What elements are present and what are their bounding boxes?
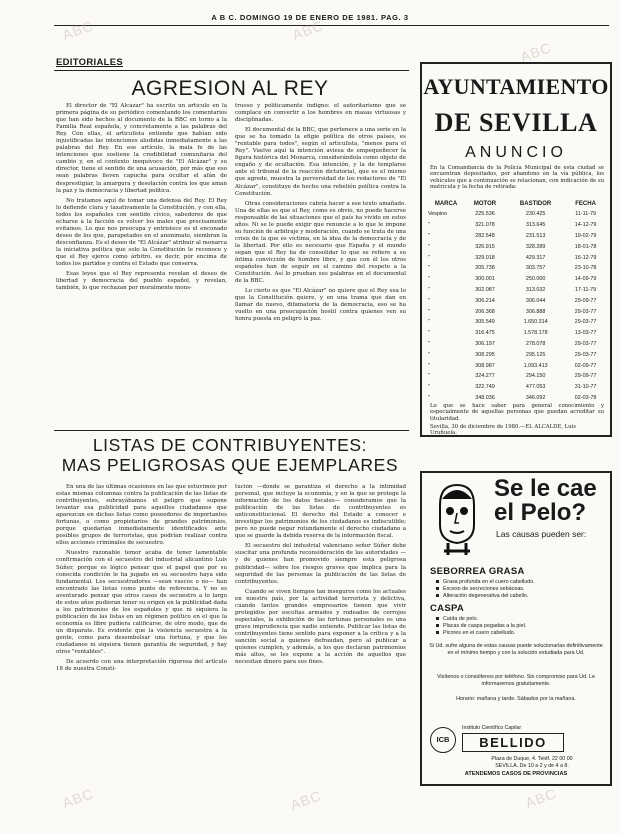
article-title: AGRESION AL REY bbox=[131, 77, 329, 100]
table-cell: 306.044 bbox=[525, 297, 546, 304]
table-cell: 225.536 bbox=[475, 211, 495, 218]
section-label: EDITORIALES bbox=[56, 57, 123, 68]
table-row bbox=[428, 285, 606, 296]
watermark: ABC bbox=[290, 17, 326, 43]
notice-city: DE SEVILLA bbox=[434, 108, 598, 137]
table-row bbox=[428, 263, 606, 274]
caspa-title: CASPA bbox=[430, 603, 465, 614]
table-cell: 300.001 bbox=[475, 276, 495, 283]
table-cell: " bbox=[428, 351, 430, 358]
list-item: Caída de pelo. bbox=[436, 616, 602, 623]
table-cell: " bbox=[428, 297, 430, 304]
table-cell: Vespino bbox=[428, 211, 448, 218]
table-row bbox=[428, 209, 606, 220]
table-cell: " bbox=[428, 384, 430, 391]
table-cell: " bbox=[428, 319, 430, 326]
ad-visit: Visítenos o consúltenos por teléfono. Sin compromiso para Ud. Le informaremos gratuitamente. bbox=[436, 674, 596, 687]
table-cell: 306.214 bbox=[475, 297, 495, 304]
table-row bbox=[428, 371, 606, 382]
table-cell: 29-09-77 bbox=[574, 297, 597, 304]
table-cell: 329.018 bbox=[475, 254, 495, 261]
table-cell: 18-01-78 bbox=[574, 243, 597, 250]
table-row bbox=[428, 393, 606, 404]
table-cell: 31-10-77 bbox=[574, 384, 597, 391]
table-cell: " bbox=[428, 362, 430, 369]
table-cell: 16-12-79 bbox=[574, 254, 597, 261]
table-row bbox=[428, 382, 606, 393]
table-row bbox=[428, 241, 606, 252]
table-header: MARCA bbox=[434, 201, 458, 207]
table-header: MOTOR bbox=[473, 201, 497, 207]
list-item: Placas de caspa pegadas a la piel. bbox=[436, 623, 602, 630]
table-cell: 313.032 bbox=[525, 286, 546, 293]
table-cell: 294.150 bbox=[525, 373, 546, 380]
paragraph: tución —donde se garantiza el derecho a la intimidad personal, que incluye la economía, y en la que se protege la información de los datos fiscales— consideramos que la publicación de las listas de contribuyentes es anticonstitucional. El derecho del Estado a conocer e investigar los patrimonios de los ciudadanos es indiscutible; pero no puede negar rotundamente el derecho ciudadano a que se guarde la debida reserva de la información fiscal. bbox=[235, 484, 406, 540]
table-cell: 1.650.314 bbox=[523, 319, 548, 326]
table-cell: " bbox=[428, 232, 430, 239]
table-cell: 306.197 bbox=[475, 340, 495, 347]
table-cell: 278.078 bbox=[525, 340, 546, 347]
article-column bbox=[56, 103, 227, 425]
table-cell: 429.317 bbox=[525, 254, 546, 261]
table-cell: 326.915 bbox=[475, 243, 495, 250]
table-cell: 19-02-79 bbox=[574, 232, 597, 239]
table-row bbox=[428, 274, 606, 285]
notice-heading: ANUNCIO bbox=[465, 144, 567, 161]
table-cell: " bbox=[428, 340, 430, 347]
table-cell: " bbox=[428, 243, 430, 250]
table-cell: 231.513 bbox=[525, 232, 546, 239]
table-cell: 1.093.413 bbox=[523, 362, 548, 369]
table-row bbox=[428, 306, 606, 317]
paragraph: Nuestro razonable temor acaba de tener lamentable confirmación con el secuestro del industrial alicantino Luis Súñer, porque es lógico pensar que el papel que por su conocida condición le ha jugado en su secuestro haya sido fundamental. Los secuestradores —sean vascos o no— han encontrado las listas como punto de referencia. Y no es aventurado pensar que otros casos de secuestro a lo largo de estos años pudieran tener su origen en la publicidad dada a los patrimonios de los españoles y que ni siquiera la publicación de las listas en un régimen político en el que la economía es libre pudiera calificarse, de otro modo, que de un disparate. Es evidente que la violencia secuestra a la gente, como para desembolsar una fortuna, y que los ciudadanos ni siquiera tienen garantía de seguridad, y hay otros "rentables". bbox=[56, 550, 227, 656]
watermark: ABC bbox=[523, 785, 559, 811]
table-row bbox=[428, 349, 606, 360]
table-cell: 1.578.178 bbox=[523, 330, 548, 337]
table-row bbox=[428, 220, 606, 231]
table-cell: 29-03-77 bbox=[574, 340, 597, 347]
ad-hours: Horario: mañana y tarde. Sábados por la mañana. bbox=[456, 696, 576, 702]
watermark: ABC bbox=[288, 787, 324, 813]
paragraph: El director de "El Alcázar" ha escrito un artículo en la primera página de su periódico comentando los comentarios que han sido hechos al documento de la BBC en torno a la Familia Real española, y concretamente a las palabras del Rey. Con ellas, el articulista entiende que habían sido injustificadas las intenciones aludidas inmediatamente a las palabras del Rey. En ese artículo, la mala fe de las intenciones que sostiene la credibilidad comunitaria del cambio y, en el contexto inequívoco de "El Alcázar" y su director, tiene el sentido de una acusación, por más que eso sean palabras lleven capucha para ocultar el afán de desprestigiar, la amargura y desolación contra los que aman la paz y la democracia y libertad política. bbox=[56, 103, 227, 194]
paragraph: truoso y políticamente indigno: el autoritarismo que se complace en convertir a los hombres en masas virtuosas y disciplinadas. bbox=[235, 103, 406, 124]
table-cell: 17-11-79 bbox=[575, 286, 597, 293]
table-cell: 308.987 bbox=[475, 362, 495, 369]
table-cell: 295.125 bbox=[525, 351, 546, 358]
table-cell: 02-09-77 bbox=[574, 362, 597, 369]
page-header: A B C. DOMINGO 19 DE ENERO DE 1981. PAG. 3 bbox=[211, 13, 409, 22]
table-cell: 306.888 bbox=[525, 308, 546, 315]
ad-consult: Si Ud. sufre alguna de estas causas puede solucionarlas definitivamente en el mínimo tiempo y con la solución estudiada para Ud. bbox=[429, 643, 603, 656]
table-cell: 322.749 bbox=[475, 384, 495, 391]
article-column bbox=[56, 484, 227, 781]
table-cell: 303.757 bbox=[525, 265, 546, 272]
table-cell: " bbox=[428, 265, 430, 272]
headline-line: el Pelo? bbox=[494, 499, 587, 526]
table-cell: 348.036 bbox=[475, 394, 495, 401]
section-rule bbox=[54, 70, 409, 71]
ad-headline bbox=[494, 477, 597, 525]
table-cell: " bbox=[428, 394, 430, 401]
table-cell: " bbox=[428, 286, 430, 293]
table-row bbox=[428, 328, 606, 339]
table-cell: 316.475 bbox=[475, 330, 495, 337]
provincias-note: ATENDEMOS CASOS DE PROVINCIAS bbox=[464, 771, 568, 777]
table-cell: 346.092 bbox=[525, 394, 546, 401]
seborrea-title: SEBORREA GRASA bbox=[430, 566, 525, 577]
table-cell: 11-11-79 bbox=[575, 211, 596, 218]
table-cell: 230.425 bbox=[525, 211, 546, 218]
table-cell: 313.645 bbox=[525, 222, 546, 229]
hair-clinic-ad bbox=[420, 471, 612, 786]
watermark: ABC bbox=[60, 17, 96, 43]
table-cell: 29-03-77 bbox=[574, 319, 597, 326]
table-header: FECHA bbox=[575, 201, 596, 207]
table-cell: 02-03-78 bbox=[574, 394, 597, 401]
table-cell: " bbox=[428, 308, 430, 315]
notice-title: AYUNTAMIENTO bbox=[423, 74, 609, 99]
table-cell: 205.738 bbox=[475, 265, 495, 272]
paragraph: De acuerdo con una interpretación rigurosa del artículo 18 de nuestra Consti- bbox=[56, 659, 227, 673]
table-cell: 321.078 bbox=[475, 222, 495, 229]
article-subtitle: MAS PELIGROSAS QUE EJEMPLARES bbox=[61, 455, 399, 475]
table-cell: 477.053 bbox=[525, 384, 546, 391]
brand-name: BELLIDO bbox=[462, 733, 564, 752]
ayuntamiento-notice bbox=[420, 62, 612, 437]
table-cell: 14-09-79 bbox=[574, 276, 597, 283]
table-row bbox=[428, 317, 606, 328]
ad-address bbox=[462, 756, 602, 769]
paragraph: Cuando se viven tiempos tan inseguros como los actuales en nuestro país, por la actividad terrorista y delictiva, cuando tantos grandes empresarios tienen que vivir protegidos por escoltas armados y rodeados de cerrojos especiales, la exhibición de las fortunas personales es una grave imprudencia que nadie entiende. Publicar las listas de contribuyentes tiene sentido para exponer a la crítica y a la sanción social a quienes defraudan, pero al publicar a quienes cumplen, y además, a los que declaran patrimonios más altos, se les expone a la acción de aquellos que necesitan dinero para sus fines. bbox=[235, 588, 406, 666]
ad-subhead: Las causas pueden ser: bbox=[496, 529, 587, 539]
paragraph: El secuestro del industrial valenciano señor Súñer debe suscitar una profunda reconsideración de las autoridades —y de quienes han promovido siempre esta peligrosa publicidad— sobre los riesgos graves que implica para la seguridad de las personas la publicación de las listas de contribuyentes. bbox=[235, 543, 406, 585]
table-cell: 23-10-78 bbox=[574, 265, 597, 272]
address-line: Plaza de Duque, 4. Teléf. 22 00 00 bbox=[491, 756, 573, 762]
watermark: ABC bbox=[518, 39, 554, 65]
list-item: Grasa profunda en el cuero cabelludo. bbox=[436, 579, 602, 586]
list-item: Exceso de secreciones sebáceas. bbox=[436, 586, 602, 593]
table-row bbox=[428, 339, 606, 350]
list-item: Picores en el cuero cabelludo. bbox=[436, 630, 602, 637]
paragraph: Otras consideraciones cabría hacer a ese texto amañado. Una de ellas es que el Rey, como es obvio, no puede hacerse responsable de las situaciones que el país ha vivido en estos años. Ni se le puede exigir que renuncie a lo que le impone su función de arbitraje y moderación, cuando se trata de una crisis de la que es víctima, en la idea de la democracia y de la libertad. Por ello es necesario que España y el mundo sepan que el Rey ha de consolidar lo que se refiere a su íntima convicción de hombre libre, y que con él los otros españoles han de seguir en el camino del respeto a la Constitución. Así lo prueban sus palabras en el documental de la BBC. bbox=[235, 200, 406, 285]
notice-intro: En la Comandancia de la Policía Municipal de esta ciudad se encuentran depositados, por abandono en la vía pública, los vehículos que a continuación se relacionan, con indicación de su matrícula y la fecha de retirada: bbox=[430, 165, 604, 191]
table-cell: 14-12-79 bbox=[574, 222, 597, 229]
article-column bbox=[235, 103, 406, 425]
list-item: Alteración degenerativa del cabello. bbox=[436, 593, 602, 600]
header-rule bbox=[54, 25, 609, 26]
table-cell: 308.295 bbox=[475, 351, 495, 358]
headline-line: Se le cae bbox=[494, 475, 597, 502]
paragraph: No tratamos aquí de tomar una defensa del Rey. El Rey lo defiende clara y taxativamente la Constitución, y con ella, todos los españoles con sentido cívico, sabedores de que echarse a la facción es volver los males que precisamente evitamos. Lo que nos preocupa y entristece es el enconado deseo de los que, parapetados en el anonimato, siembran la desconfianza. Es el deseo de "El Alcázar" atribuir al monarca la iniciativa política que solo la Constitución le reconoce y que el Rey ejerce como árbitro, es decir, por encima de todos los partidos y contra el Estado que conserva. bbox=[56, 197, 227, 268]
table-cell: 305.549 bbox=[475, 319, 495, 326]
table-cell: 206.368 bbox=[475, 308, 495, 315]
table-cell: 328.289 bbox=[525, 243, 546, 250]
article-title: LISTAS DE CONTRIBUYENTES: bbox=[92, 435, 368, 455]
table-cell: 29-03-77 bbox=[574, 308, 597, 315]
table-cell: 282.548 bbox=[475, 232, 495, 239]
notice-footer: Lo que se hace saber para general conocimiento y especialmente de aquellas personas que puedan acreditar su titularidad. bbox=[430, 403, 604, 422]
table-row bbox=[428, 252, 606, 263]
watermark: ABC bbox=[60, 785, 96, 811]
table-cell: 29-03-77 bbox=[574, 351, 597, 358]
table-row bbox=[428, 231, 606, 242]
divider bbox=[54, 430, 409, 431]
table-cell: " bbox=[428, 254, 430, 261]
table-cell: 13-03-77 bbox=[574, 330, 597, 337]
paragraph: Lo cierto es que "El Alcázar" no quiere que el Rey sea lo que la Constitución quiere, y en una trama que dan en llamar de nuevo, difamatoria de la democracia, eso se ha vuelto en una preocupación hostil contra quienes ven su honra puesta en peligro la paz. bbox=[235, 288, 406, 323]
vehicle-table bbox=[428, 201, 606, 403]
table-cell: 302.087 bbox=[475, 286, 495, 293]
table-row bbox=[428, 360, 606, 371]
table-row bbox=[428, 295, 606, 306]
table-cell: " bbox=[428, 222, 430, 229]
icb-logo: ICB bbox=[430, 727, 456, 753]
table-cell: " bbox=[428, 330, 430, 337]
paragraph: En una de las últimas ocasiones en las que estuvimos por estas mismas columnas contra la publicación de las listas de contribuyentes, subrayábamos el peligro que supone levantar esa publicidad para aquellos ciudadanos que aparezcan en dichas listas como poseedores de importantes fortunas, o como propietarios de grandes patrimonios, porque quedarían inmediatamente identificados ante posibles grupos de terroristas, que podrían realizar contra ellos acciones criminales de secuestro. bbox=[56, 484, 227, 547]
institute-name: Instituto Científico Capilar bbox=[462, 725, 522, 731]
notice-signature: Sevilla, 30 de diciembre de 1980.—EL ALCALDE, Luis Uruñuela. bbox=[430, 424, 576, 437]
table-cell: " bbox=[428, 276, 430, 283]
table-header: BASTIDOR bbox=[519, 201, 552, 207]
table-cell: 29-09-77 bbox=[574, 373, 597, 380]
paragraph: El documental de la BBC, que pertenece a una serie en la que se ha tomado la efigie política de otros países, es "rentable para todos", según el articulista, "menos para el Rey". Vuelve aquí la intención aviesa de empequeñecer la figura histórica del Monarca, considerándola como objeto de engaño y de ocultación. Esa intención, y la de templarse ante el tribunal de la reacción dictatorial, que es el mismo que agrede, muestra la perversidad de los redactores de "El Alcázar", constituye de hecho una rebelión política contra la Constitución. bbox=[235, 127, 406, 197]
article-column bbox=[235, 484, 406, 781]
table-cell: 324.277 bbox=[475, 373, 495, 380]
paragraph: Esas leyes que el Rey representa revelan el deseo de libertad y democracia del pueblo español, y revelan, también, lo que rechazan por moralmente mons- bbox=[56, 271, 227, 292]
table-cell: 250.000 bbox=[525, 276, 546, 283]
table-cell: " bbox=[428, 373, 430, 380]
address-line: SEVILLA. De 10 a 2 y de 4 a 8. bbox=[495, 762, 569, 769]
man-portrait-illustration bbox=[430, 479, 484, 557]
